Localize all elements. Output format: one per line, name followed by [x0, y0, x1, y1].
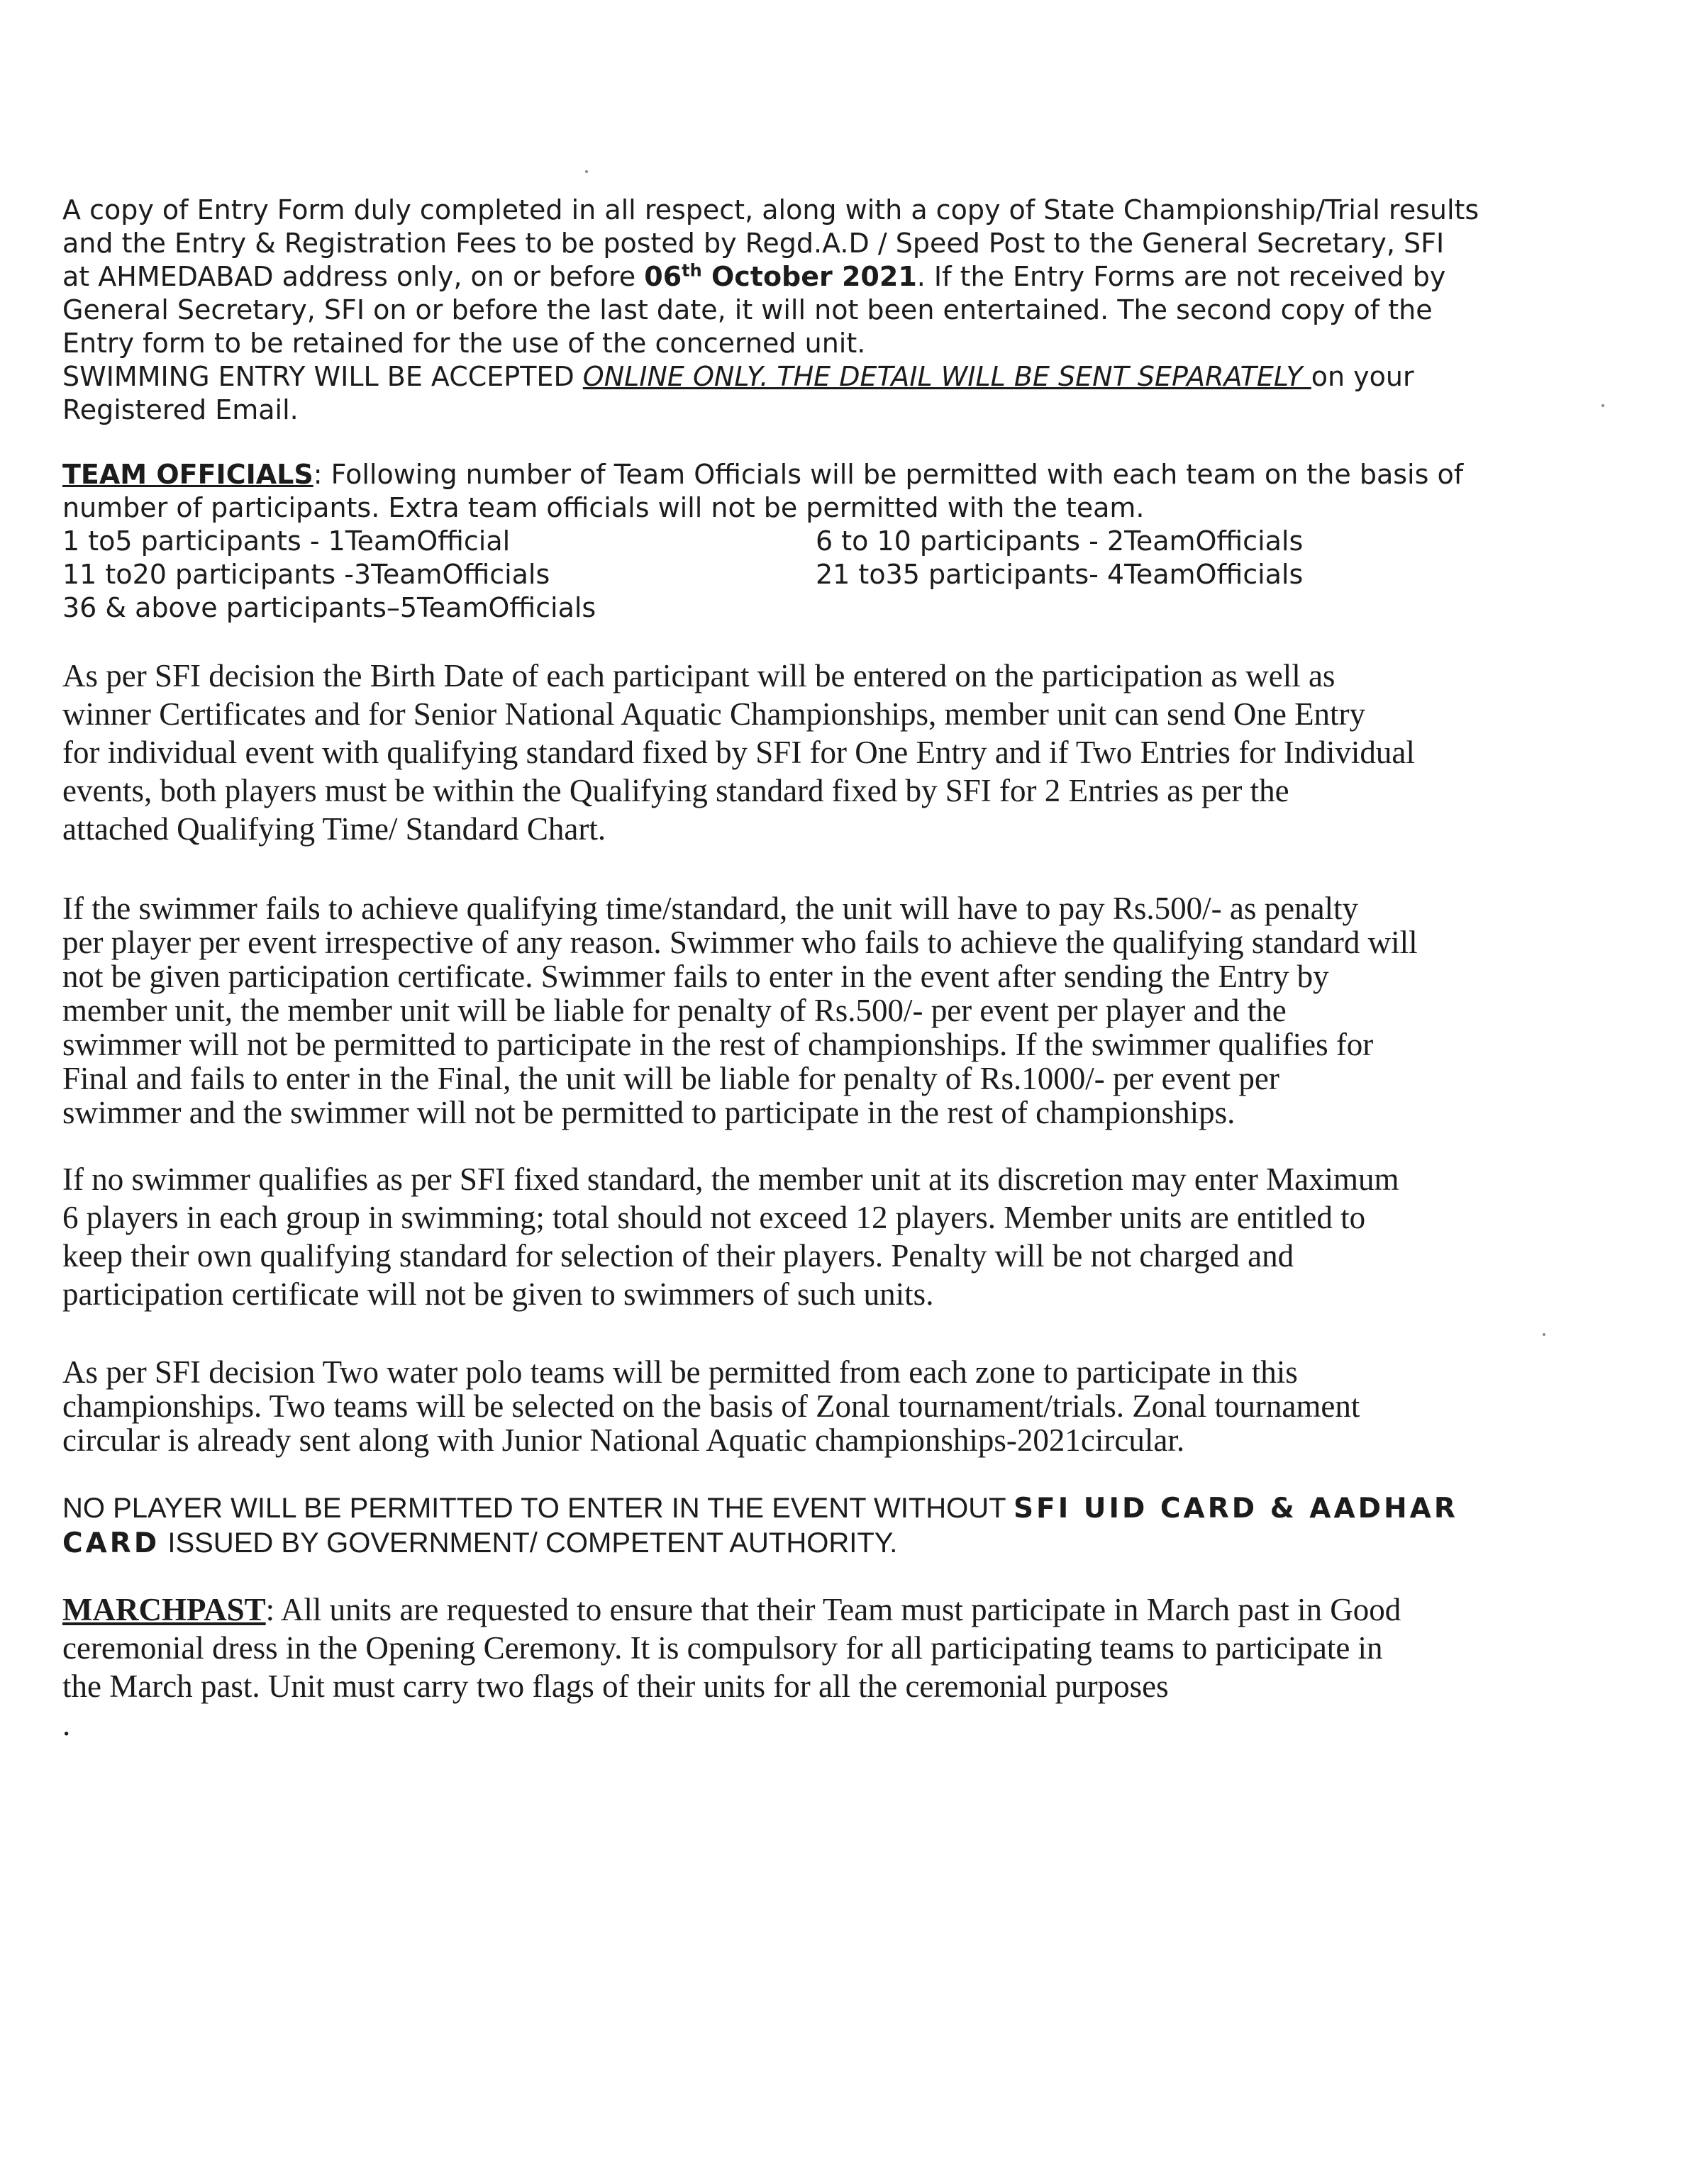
- entry-line-5: Entry form to be retained for the use of the concerned unit.: [62, 328, 866, 359]
- scan-speck: [585, 170, 588, 173]
- uid-line-2: [62, 1526, 1458, 1561]
- uid-notice-text: NO PLAYER WILL BE PERMITTED TO ENTER IN THE EVENT WITHOUT: [62, 1493, 1014, 1524]
- marchpast-line-1: [62, 1590, 1401, 1629]
- marchpast-line-2: ceremonial dress in the Opening Ceremony. It is compulsory for all participating teams to participate in: [62, 1630, 1383, 1666]
- noqualify-line-1: If no swimmer qualifies as per SFI fixed standard, the member unit at its discretion may enter Maximum: [62, 1161, 1399, 1197]
- officials-row-1: [62, 525, 1623, 558]
- entry-line-1: A copy of Entry Form duly completed in all respect, along with a copy of State Championship/Trial results: [62, 194, 1479, 225]
- noqualify-line-4: participation certificate will not be given to swimmers of such units.: [62, 1276, 934, 1312]
- on-your-text: on your: [1311, 361, 1414, 392]
- birth-date-paragraph: [62, 657, 1415, 848]
- deadline-day-suffix: th: [682, 260, 702, 281]
- birth-line-4: events, both players must be within the Qualifying standard fixed by SFI for 2 Entries as per the: [62, 773, 1289, 808]
- officials-row-3: [62, 591, 1623, 625]
- entry-line-4: General Secretary, SFI on or before the last date, it will not been entertained. The second copy of the: [62, 294, 1433, 325]
- sfi-uid-aadhar-text: SFI UID CARD & AADHAR: [1013, 1493, 1458, 1525]
- entry-form-paragraph: [62, 194, 1479, 427]
- penalty-paragraph: [62, 891, 1418, 1130]
- officials-rule-11-20: 11 to20 participants -3TeamOfficials: [62, 559, 550, 590]
- birth-line-1: As per SFI decision the Birth Date of each participant will be entered on the participation as well as: [62, 658, 1336, 693]
- marchpast-heading: MARCHPAST: [62, 1592, 266, 1627]
- penalty-line-6: Final and fails to enter in the Final, the unit will be liable for penalty of Rs.1000/- per event per: [62, 1061, 1279, 1096]
- marchpast-paragraph: [62, 1590, 1401, 1744]
- waterpolo-line-2: championships. Two teams will be selected on the basis of Zonal tournament/trials. Zonal tournament: [62, 1388, 1360, 1424]
- water-polo-paragraph: [62, 1355, 1360, 1457]
- entry-line-2: and the Entry & Registration Fees to be posted by Regd.A.D / Speed Post to the General Secretary, SFI: [62, 228, 1445, 259]
- birth-line-2: winner Certificates and for Senior National Aquatic Championships, member unit can send One Entry: [62, 696, 1366, 732]
- officials-intro: : Following number of Team Officials will be permitted with each team on the basis of: [313, 459, 1464, 490]
- no-qualifier-paragraph: [62, 1160, 1399, 1313]
- officials-rule-36-above: 36 & above participants–5TeamOfficials: [62, 592, 596, 623]
- penalty-line-7: swimmer and the swimmer will not be permitted to participate in the rest of championships.: [62, 1095, 1236, 1130]
- issued-by-text: ISSUED BY GOVERNMENT/ COMPETENT AUTHORITY.: [160, 1527, 898, 1559]
- penalty-line-3: not be given participation certificate. Swimmer fails to enter in the event after sending the Entry by: [62, 959, 1329, 994]
- birth-line-3: for individual event with qualifying standard fixed by SFI for One Entry and if Two Entries for Individual: [62, 735, 1415, 770]
- marchpast-line-3: the March past. Unit must carry two flags of their units for all the ceremonial purposes: [62, 1668, 1169, 1704]
- officials-row-2: [62, 558, 1623, 591]
- penalty-line-2: per player per event irrespective of any reason. Swimmer who fails to achieve the qualifying standard will: [62, 925, 1418, 960]
- team-officials-section: [62, 458, 1623, 625]
- scan-speck: [1543, 1333, 1545, 1336]
- scan-speck: [1601, 404, 1604, 407]
- noqualify-line-3: keep their own qualifying standard for selection of their players. Penalty will be not charged and: [62, 1238, 1294, 1274]
- officials-line-1: [62, 458, 1623, 491]
- noqualify-line-2: 6 players in each group in swimming; total should not exceed 12 players. Member units are entitled to: [62, 1200, 1366, 1235]
- card-text: CARD: [62, 1527, 160, 1559]
- penalty-line-4: member unit, the member unit will be liable for penalty of Rs.500/- per event per player and the: [62, 993, 1287, 1028]
- online-only-notice: ONLINE ONLY. THE DETAIL WILL BE SENT SEPARATELY: [582, 361, 1311, 392]
- uid-card-notice: [62, 1491, 1458, 1561]
- deadline-month: October 2021: [701, 261, 917, 292]
- marchpast-line-4: .: [62, 1707, 71, 1742]
- entry-line-6: [62, 360, 1479, 394]
- birth-line-5: attached Qualifying Time/ Standard Chart.: [62, 811, 606, 847]
- waterpolo-line-1: As per SFI decision Two water polo teams will be permitted from each zone to participate in this: [62, 1354, 1298, 1390]
- officials-rule-1-5: 1 to5 participants - 1TeamOfficial: [62, 525, 511, 557]
- officials-line-2: number of participants. Extra team officials will not be permitted with the team.: [62, 492, 1145, 523]
- uid-line-1: [62, 1491, 1458, 1526]
- deadline-day: 06: [644, 261, 682, 292]
- marchpast-intro: : All units are requested to ensure that their Team must participate in March past in Good: [265, 1592, 1401, 1627]
- swimming-entry-text: SWIMMING ENTRY WILL BE ACCEPTED: [62, 361, 583, 392]
- entry-line-3-text: at AHMEDABAD address only, on or before: [62, 261, 645, 292]
- officials-rule-21-35: 21 to35 participants- 4TeamOfficials: [816, 559, 1304, 590]
- team-officials-heading: TEAM OFFICIALS: [62, 459, 313, 490]
- waterpolo-line-3: circular is already sent along with Junior National Aquatic championships-2021circular.: [62, 1422, 1185, 1458]
- officials-rule-6-10: 6 to 10 participants - 2TeamOfficials: [816, 525, 1304, 557]
- penalty-line-1: If the swimmer fails to achieve qualifying time/standard, the unit will have to pay Rs.500/- as penalty: [62, 891, 1359, 926]
- penalty-line-5: swimmer will not be permitted to participate in the rest of championships. If the swimmer qualifies for: [62, 1027, 1374, 1062]
- entry-line-7: Registered Email.: [62, 394, 299, 425]
- entry-line-3: [62, 260, 1479, 294]
- entry-line-3-tail: . If the Entry Forms are not received by: [916, 261, 1446, 292]
